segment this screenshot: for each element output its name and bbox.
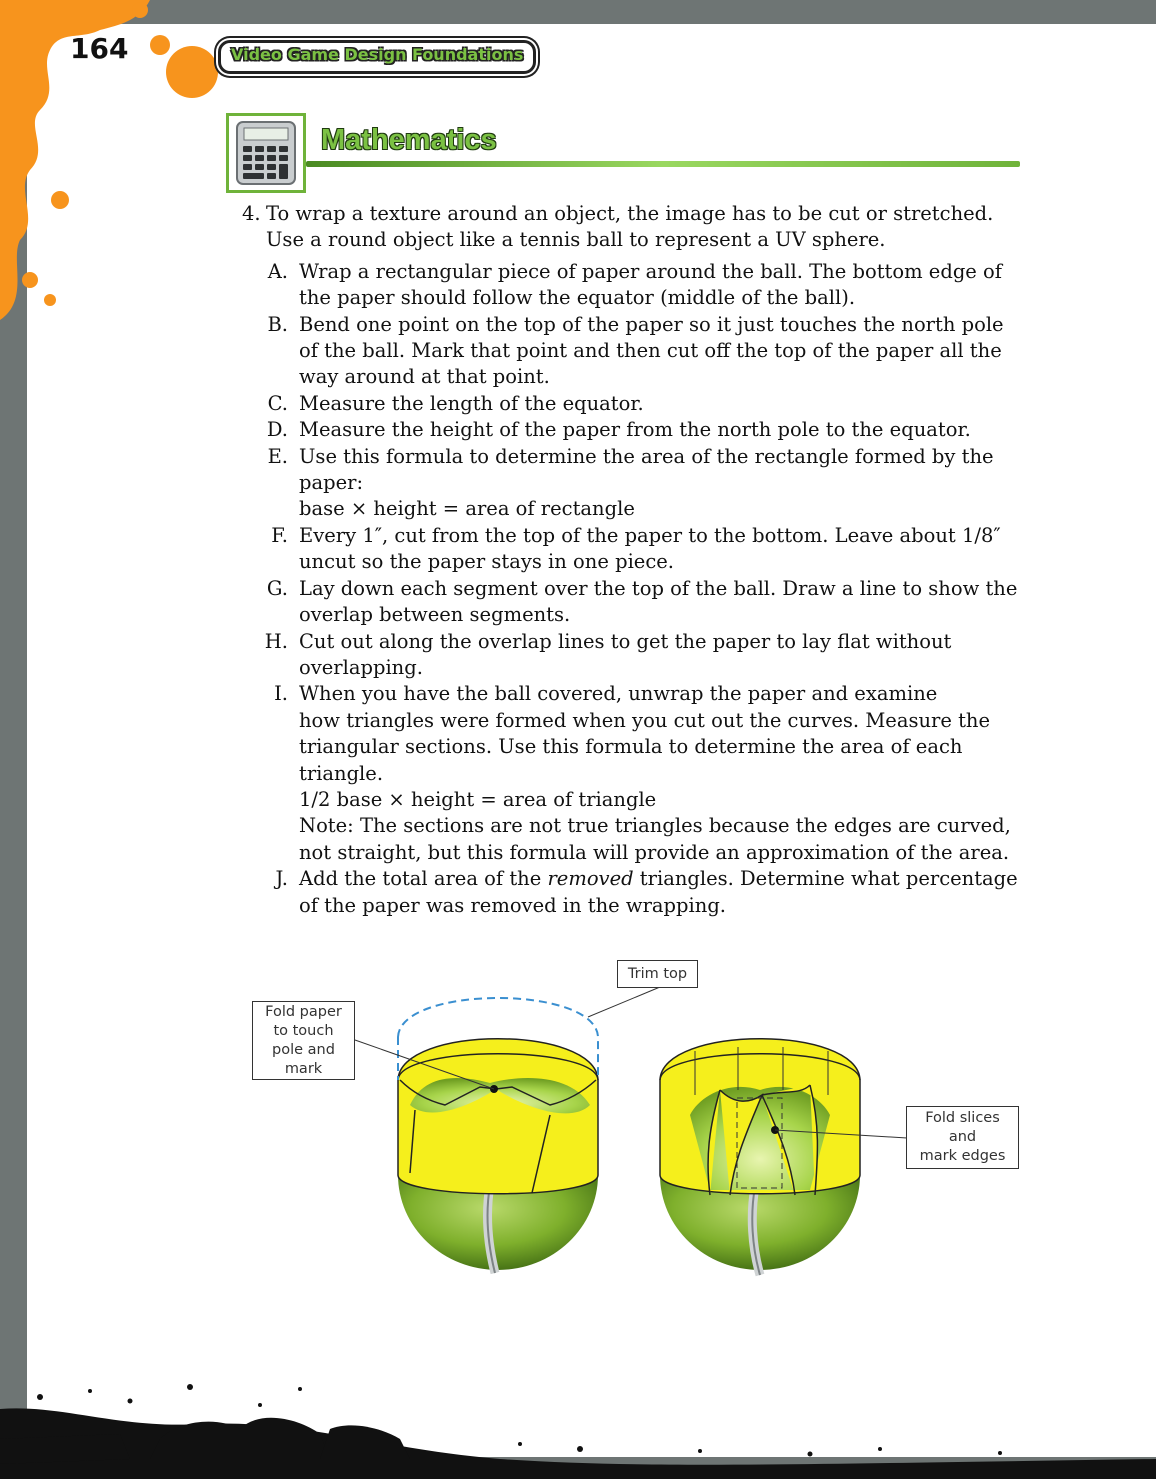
step-text	[299, 523, 1032, 576]
step-line: Wrap a rectangular piece of paper around the ball. The bottom edge of	[299, 259, 1002, 283]
step-line: overlap between segments.	[299, 603, 571, 627]
step-letter: B.	[267, 312, 288, 336]
activity-content	[242, 201, 1032, 919]
callout-line: mark	[284, 1061, 323, 1077]
step-item	[242, 417, 1032, 443]
step-letter: G.	[266, 576, 288, 600]
step-item	[242, 259, 1032, 312]
step-list	[242, 259, 1032, 919]
section-title-underline	[306, 161, 1020, 167]
step-item	[242, 576, 1032, 629]
step-line-part: triangles. Determine what percentage	[633, 867, 1018, 891]
step-line: Cut out along the overlap lines to get the paper to lay flat without	[299, 629, 952, 653]
activity-intro	[242, 201, 1032, 254]
step-line: Measure the length of the equator.	[299, 391, 644, 415]
step-text	[299, 629, 1032, 682]
page-number: 164	[70, 32, 129, 65]
step-emphasis: removed	[547, 867, 634, 891]
step-text	[299, 681, 1032, 866]
step-line: Note: The sections are not true triangles because the edges are curved,	[299, 814, 1011, 838]
ball-wrapping-figure	[250, 955, 1030, 1285]
callout-line: to touch	[273, 1023, 334, 1039]
step-letter: I.	[274, 682, 288, 706]
step-item	[242, 444, 1032, 523]
section-title: Mathematics	[321, 124, 497, 156]
step-line: Every 1″, cut from the top of the paper to the bottom. Leave about 1/8″	[299, 523, 1001, 547]
step-letter: E.	[267, 444, 288, 468]
step-item	[242, 391, 1032, 417]
callout-line: Fold paper	[265, 1004, 342, 1020]
left-ball-diagram	[355, 987, 660, 1273]
step-line: paper:	[299, 471, 364, 495]
step-line: triangular sections. Use this formula to determine the area of each	[299, 735, 963, 759]
step-letter: A.	[267, 259, 288, 283]
step-line: Measure the height of the paper from the north pole to the equator.	[299, 418, 971, 442]
callout-fold-paper	[252, 1001, 355, 1080]
callout-line: pole and	[272, 1042, 335, 1058]
step-text	[299, 391, 1032, 417]
step-text	[299, 444, 1032, 523]
step-letter: H.	[264, 629, 288, 653]
step-line: base × height = area of rectangle	[299, 497, 635, 521]
step-letter: F.	[271, 523, 288, 547]
step-line-part: Add the total area of the	[299, 867, 548, 891]
step-text	[299, 866, 1032, 919]
step-line: of the ball. Mark that point and then cut off the top of the paper all the	[299, 339, 1002, 363]
step-text	[299, 312, 1032, 391]
activity-number: 4.	[242, 202, 261, 225]
callout-trim-top: Trim top	[617, 960, 698, 988]
left-paper-wrap	[398, 1039, 598, 1194]
step-line: overlapping.	[299, 655, 423, 679]
book-title-badge: Video Game Design Foundations	[218, 40, 536, 74]
step-item	[242, 312, 1032, 391]
step-letter: C.	[267, 391, 288, 415]
intro-line: Use a round object like a tennis ball to represent a UV sphere.	[266, 228, 886, 252]
step-item	[242, 681, 1032, 866]
step-line: the paper should follow the equator (middle of the ball).	[299, 286, 856, 310]
step-item	[242, 629, 1032, 682]
step-line: Use this formula to determine the area of the rectangle formed by the	[299, 444, 994, 468]
step-line: Lay down each segment over the top of the ball. Draw a line to show the	[299, 576, 1018, 600]
step-letter: J.	[275, 867, 288, 891]
callout-line: and	[948, 1129, 977, 1145]
step-item	[242, 523, 1032, 576]
step-line: triangle.	[299, 761, 384, 785]
calculator-icon	[226, 113, 306, 193]
step-text	[299, 417, 1032, 443]
trim-callout-leader	[588, 987, 660, 1017]
step-line	[299, 866, 1032, 892]
step-line: way around at that point.	[299, 365, 550, 389]
right-ball-diagram	[660, 1039, 907, 1275]
intro-line: To wrap a texture around an object, the image has to be cut or stretched.	[266, 202, 994, 225]
step-line: 1/2 base × height = area of triangle	[299, 787, 657, 811]
step-line: When you have the ball covered, unwrap the paper and examine	[299, 682, 938, 706]
step-line: how triangles were formed when you cut out the curves. Measure the	[299, 708, 991, 732]
step-line: Bend one point on the top of the paper so it just touches the north pole	[299, 312, 1004, 336]
step-line: not straight, but this formula will provide an approximation of the area.	[299, 840, 1010, 864]
step-text	[299, 576, 1032, 629]
callout-fold-slices	[906, 1106, 1019, 1169]
step-line: of the paper was removed in the wrapping.	[299, 893, 727, 917]
callout-line: mark edges	[919, 1148, 1006, 1164]
step-item	[242, 866, 1032, 919]
step-letter: D.	[266, 418, 288, 442]
step-text	[299, 259, 1032, 312]
callout-line: Fold slices	[925, 1110, 1000, 1126]
black-grunge-border	[0, 1309, 1156, 1479]
step-line: uncut so the paper stays in one piece.	[299, 550, 675, 574]
